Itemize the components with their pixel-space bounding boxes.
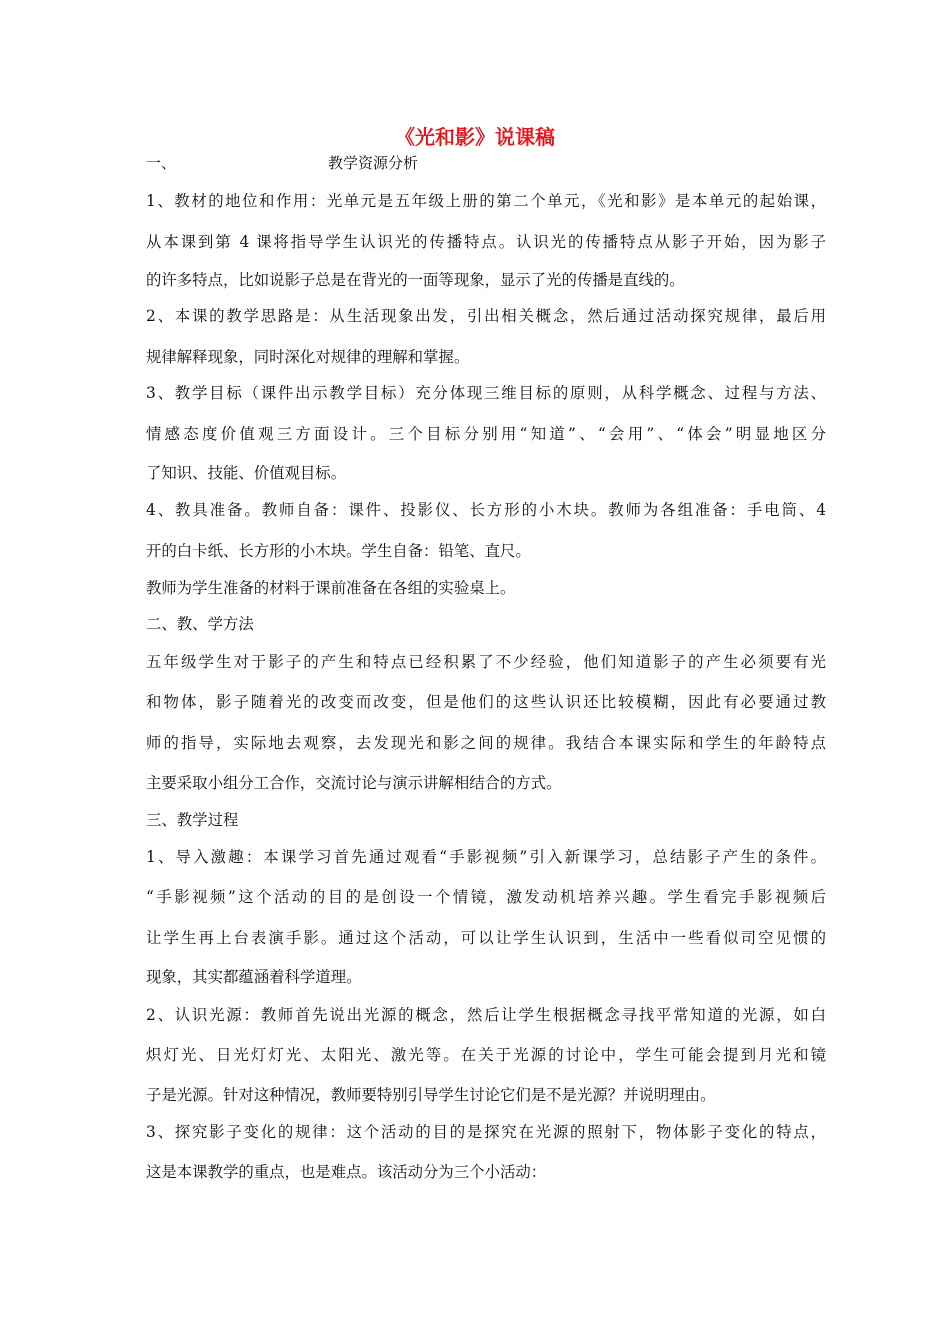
paragraph-line: 炽灯光、日光灯灯光、太阳光、激光等。在关于光源的讨论中，学生可能会提到月光和镜	[146, 1046, 826, 1064]
paragraph-line: 开的白卡纸、长方形的小木块。学生自备：铅笔、直尺。	[146, 542, 531, 560]
paragraph-line: 五年级学生对于影子的产生和特点已经积累了不少经验，他们知道影子的产生必须要有光	[146, 653, 826, 671]
paragraph-line: 1、导入激趣：本课学习首先通过观看“手影视频”引入新课学习，总结影子产生的条件。	[146, 848, 826, 866]
paragraph-line: 规律解释现象，同时深化对规律的理解和掌握。	[146, 348, 470, 366]
paragraph-line: 了知识、技能、价值观目标。	[146, 464, 347, 482]
paragraph-line: 和物体，影子随着光的改变而改变，但是他们的这些认识还比较模糊，因此有必要通过教	[146, 693, 826, 711]
section-heading-methods: 二、教、学方法	[146, 615, 254, 633]
paragraph-line: 2、本课的教学思路是：从生活现象出发，引出相关概念，然后通过活动探究规律，最后用	[146, 307, 826, 325]
section-heading-text: 教学资源分析	[328, 154, 419, 172]
section-number: 一、	[146, 154, 177, 172]
paragraph-line: 主要采取小组分工合作，交流讨论与演示讲解相结合的方式。	[146, 774, 562, 792]
paragraph-line: 师的指导，实际地去观察，去发现光和影之间的规律。我结合本课实际和学生的年龄特点	[146, 734, 826, 752]
paragraph-line: 让学生再上台表演手影。通过这个活动，可以让学生认识到，生活中一些看似司空见惯的	[146, 929, 826, 947]
paragraph-line: “手影视频”这个活动的目的是创设一个情镜，激发动机培养兴趣。学生看完手影视频后	[146, 888, 826, 906]
paragraph-line: 这是本课教学的重点，也是难点。该活动分为三个小活动：	[146, 1163, 547, 1181]
section-heading-process: 三、教学过程	[146, 811, 239, 829]
paragraph-line: 的许多特点，比如说影子总是在背光的一面等现象，显示了光的传播是直线的。	[146, 271, 685, 289]
paragraph-line: 3、探究影子变化的规律：这个活动的目的是探究在光源的照射下，物体影子变化的特点，	[146, 1123, 826, 1141]
paragraph-line: 从本课到第 4 课将指导学生认识光的传播特点。认识光的传播特点从影子开始，因为影子	[146, 233, 826, 251]
paragraph-line: 1、教材的地位和作用：光单元是五年级上册的第二个单元，《光和影》是本单元的起始课，	[146, 192, 826, 210]
paragraph-line: 4、教具准备。教师自备：课件、投影仪、长方形的小木块。教师为各组准备：手电筒、4	[146, 501, 826, 519]
paragraph-line: 2、认识光源：教师首先说出光源的概念，然后让学生根据概念寻找平常知道的光源，如白	[146, 1006, 826, 1024]
section-heading-resource-analysis	[146, 152, 418, 174]
document-title: 《光和影》说课稿	[395, 125, 555, 149]
paragraph-line: 教师为学生准备的材料于课前准备在各组的实验桌上。	[146, 579, 516, 597]
paragraph-line: 3、教学目标（课件出示教学目标）充分体现三维目标的原则，从科学概念、过程与方法、	[146, 384, 826, 402]
paragraph-line: 现象，其实都蕴涵着科学道理。	[146, 968, 362, 986]
paragraph-line: 情感态度价值观三方面设计。三个目标分别用“知道”、“会用”、“体会”明显地区分	[146, 425, 826, 443]
paragraph-line: 子是光源。针对这种情况，教师要特别引导学生讨论它们是不是光源？并说明理由。	[146, 1086, 716, 1104]
